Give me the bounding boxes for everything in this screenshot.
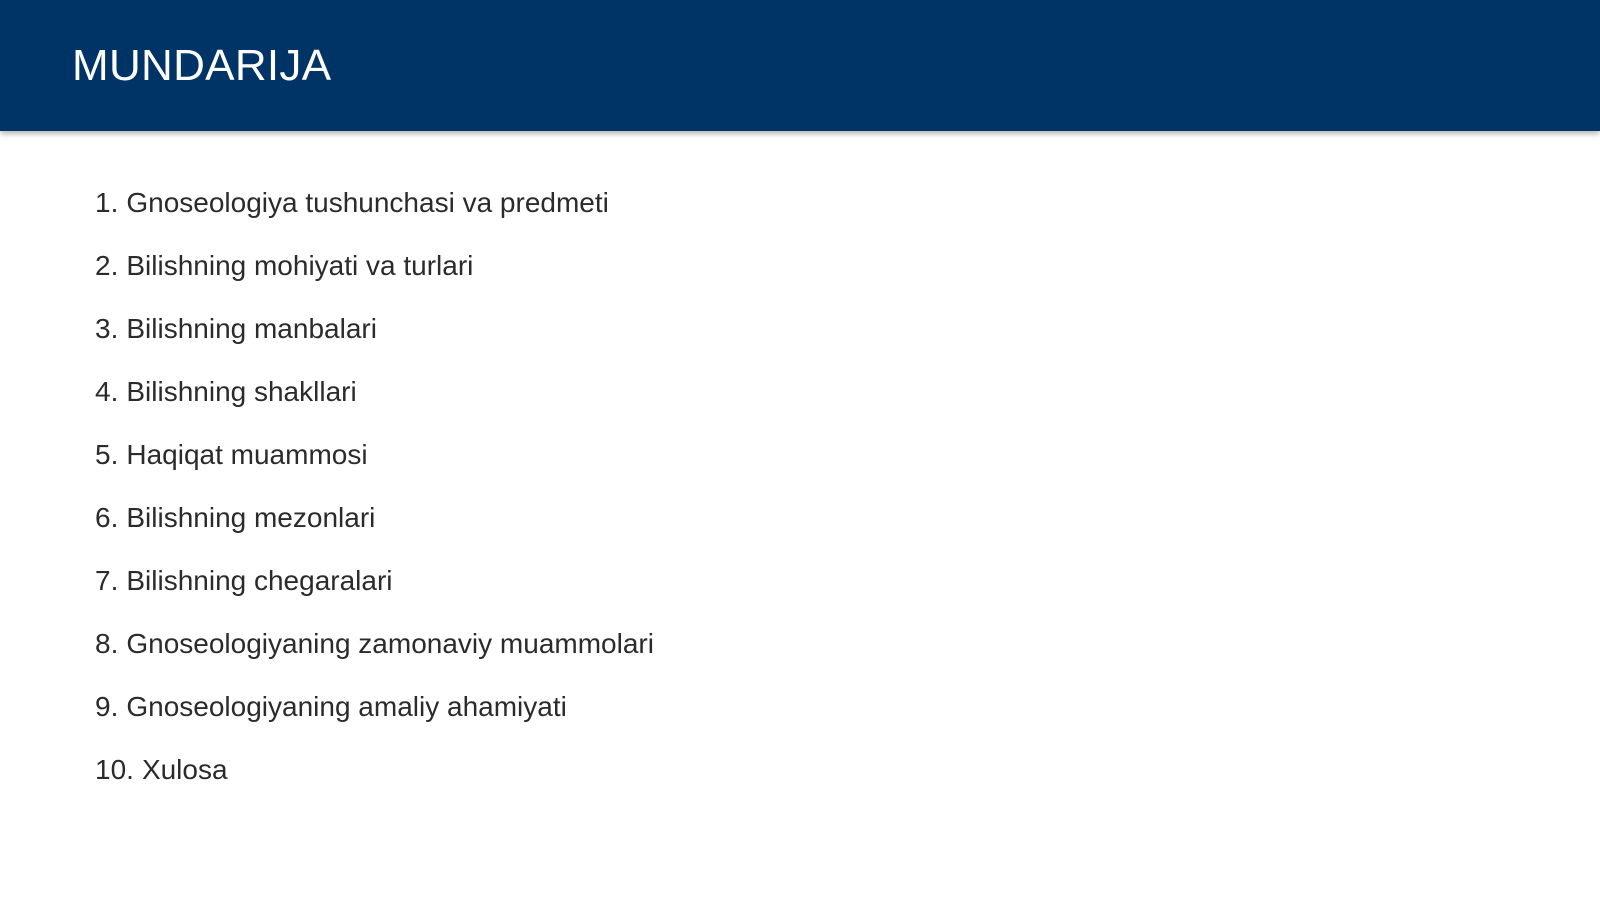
toc-item-3 [95, 309, 654, 372]
toc-item-number: 2. [95, 250, 119, 281]
toc-item-text: Bilishning manbalari [126, 313, 377, 344]
toc-item-number: 10. [95, 754, 134, 785]
toc-item-text: Bilishning mohiyati va turlari [126, 250, 474, 281]
toc-item-5 [95, 435, 654, 498]
toc-item-text: Xulosa [141, 754, 228, 785]
toc-item-4 [95, 372, 654, 435]
toc-item-2 [95, 246, 654, 309]
slide-title: MUNDARIJA [72, 41, 332, 90]
toc-item-number: 1. [95, 187, 119, 218]
toc-item-number: 3. [95, 313, 119, 344]
toc-item-10 [95, 750, 654, 813]
toc-item-number: 8. [95, 628, 119, 659]
toc-item-text: Gnoseologiyaning amaliy ahamiyati [126, 691, 567, 722]
toc-item-7 [95, 561, 654, 624]
toc-item-number: 6. [95, 502, 119, 533]
toc-item-text: Gnoseologiyaning zamonaviy muammolari [126, 628, 654, 659]
toc-item-1 [95, 183, 654, 246]
toc-item-text: Bilishning mezonlari [126, 502, 376, 533]
toc-item-6 [95, 498, 654, 561]
toc-item-8 [95, 624, 654, 687]
header-bar [0, 0, 1600, 131]
toc-item-text: Gnoseologiya tushunchasi va predmeti [126, 187, 609, 218]
table-of-contents [95, 183, 654, 813]
toc-item-text: Haqiqat muammosi [126, 439, 368, 470]
toc-item-number: 5. [95, 439, 119, 470]
toc-item-9 [95, 687, 654, 750]
toc-item-number: 7. [95, 565, 119, 596]
toc-item-text: Bilishning chegaralari [126, 565, 393, 596]
toc-item-text: Bilishning shakllari [126, 376, 357, 407]
toc-item-number: 4. [95, 376, 119, 407]
toc-item-number: 9. [95, 691, 119, 722]
